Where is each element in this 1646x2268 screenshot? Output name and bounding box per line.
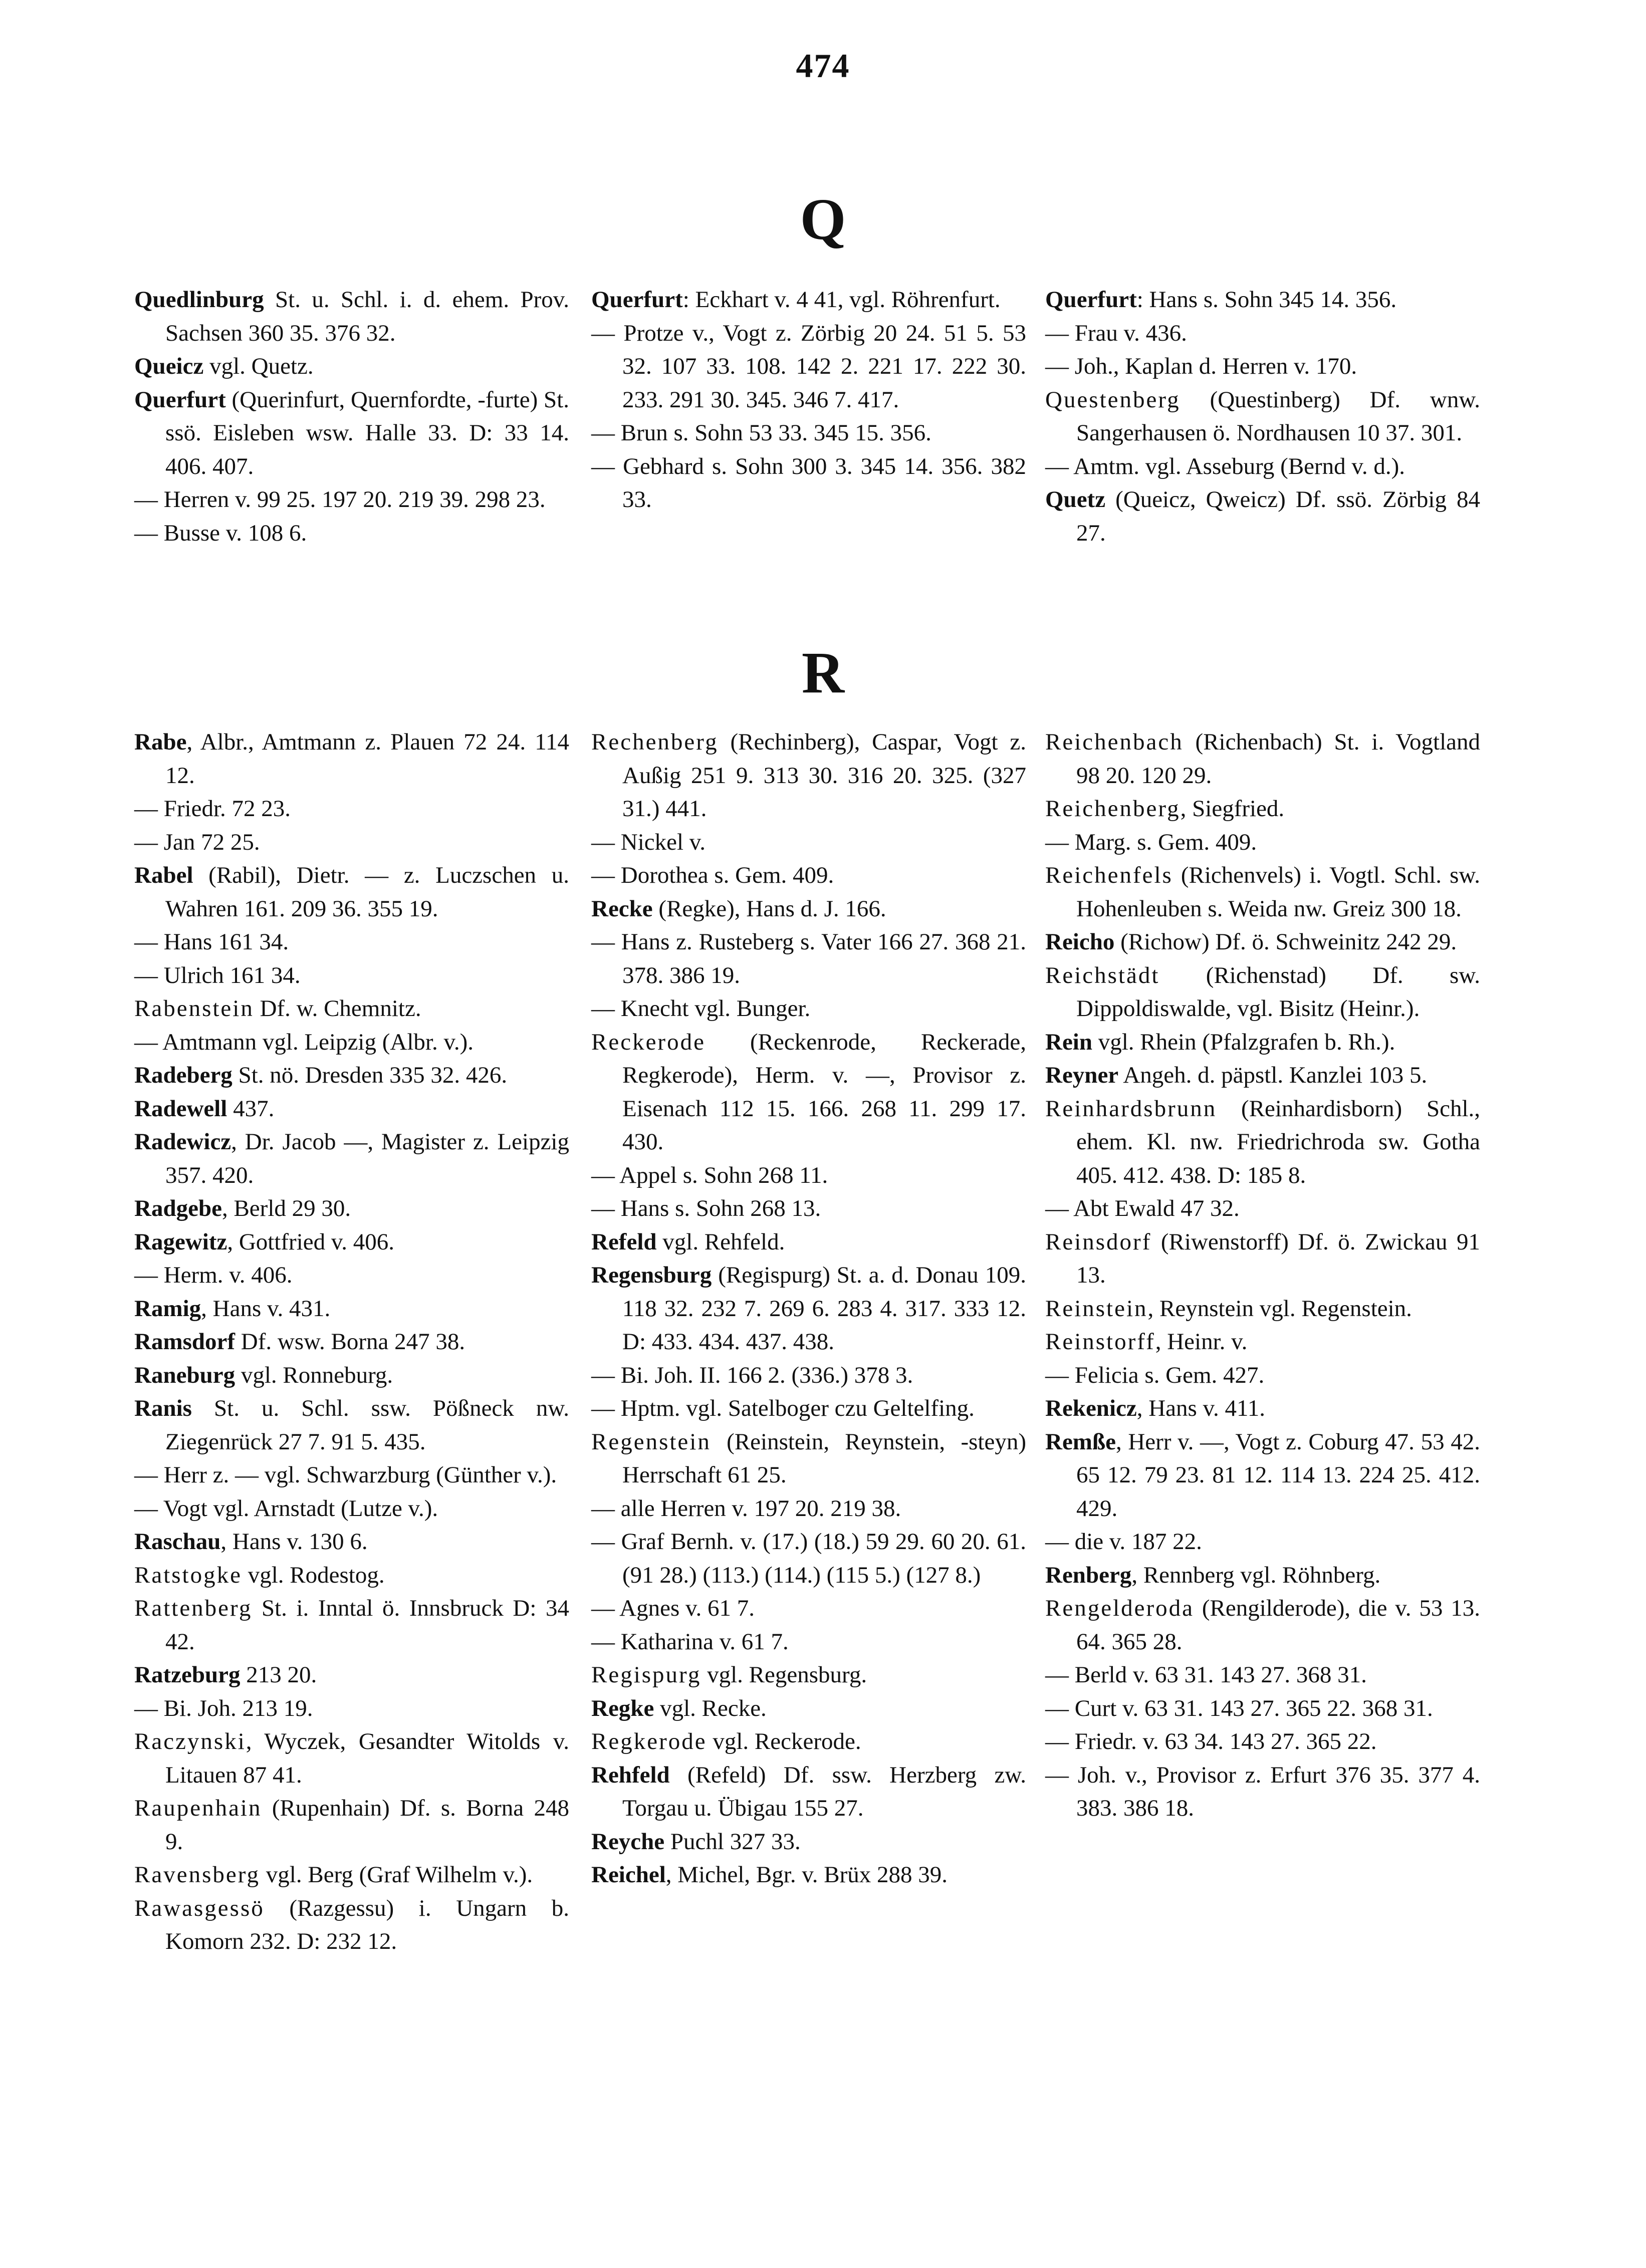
- headword: Querfurt: [591, 287, 683, 313]
- index-entry: — Brun s. Sohn 53 33. 345 15. 356.: [591, 420, 931, 446]
- index-entry: — Hans z. Rusteberg s. Vater 166 27. 368 21. 378. 386 19.: [591, 929, 1026, 988]
- headword: Rekenicz: [1045, 1395, 1137, 1421]
- headword: Reinstorff: [1045, 1329, 1155, 1355]
- index-entry: — die v. 187 22.: [1045, 1529, 1202, 1555]
- headword: Ragewitz: [134, 1228, 227, 1255]
- index-entry: Ramig, Hans v. 431.: [134, 1295, 331, 1322]
- headword: Reinhardsbrunn: [1045, 1095, 1217, 1122]
- index-entry: Reyner Angeh. d. päpstl. Kanzlei 103 5.: [1045, 1062, 1428, 1088]
- headword: Regenstein: [591, 1428, 711, 1455]
- index-entry: Rawasgessö (Razgessu) i. Ungarn b. Komorn 232. D: 232 12.: [134, 1895, 569, 1954]
- headword: Rattenberg: [134, 1595, 253, 1621]
- page-number: 474: [796, 47, 850, 85]
- index-entry: Reichel, Michel, Bgr. v. Brüx 288 39.: [591, 1862, 948, 1888]
- index-entry: — Joh., Kaplan d. Herren v. 170.: [1045, 353, 1357, 379]
- headword: Quetz: [1045, 486, 1106, 513]
- index-entry: — Amtm. vgl. Asseburg (Bernd v. d.).: [1045, 453, 1405, 479]
- index-entry: — Herm. v. 406.: [134, 1262, 293, 1288]
- index-entry: — Protze v., Vogt z. Zörbig 20 24. 51 5. 53 32. 107 33. 108. 142 2. 221 17. 222 30. 233. 291 30. 345. 346 7. 417.: [591, 320, 1026, 413]
- index-entry: Remße, Herr v. —, Vogt z. Coburg 47. 53 42. 65 12. 79 23. 81 12. 114 13. 224 25. 412. 429.: [1045, 1428, 1480, 1522]
- index-entry: Reicho (Richow) Df. ö. Schweinitz 242 29.: [1045, 929, 1457, 955]
- headword: Raupenhain: [134, 1795, 262, 1821]
- headword: Reicho: [1045, 929, 1115, 955]
- index-entry: Rabel (Rabil), Dietr. — z. Luczschen u. Wahren 161. 209 36. 355 19.: [134, 862, 569, 922]
- headword: Rabel: [134, 862, 193, 888]
- index-entry: Ranis St. u. Schl. ssw. Pößneck nw. Ziegenrück 27 7. 91 5. 435.: [134, 1395, 569, 1455]
- index-entry: — Herr z. — vgl. Schwarzburg (Günther v.).: [134, 1462, 557, 1488]
- index-entry: Reinhardsbrunn (Reinhardisborn) Schl., ehem. Kl. nw. Friedrichroda sw. Gotha 405. 412. 438. D: 185 8.: [1045, 1095, 1480, 1188]
- index-entry: — Bi. Joh. 213 19.: [134, 1695, 313, 1721]
- index-entry: — Joh. v., Provisor z. Erfurt 376 35. 377 4. 383. 386 18.: [1045, 1761, 1480, 1821]
- headword: Quedlinburg: [134, 287, 264, 313]
- index-entry: Reckerode (Reckenrode, Reckerade, Regkerode), Herm. v. —, Provisor z. Eisenach 112 15. 166. 268 11. 299 17. 430.: [591, 1029, 1026, 1155]
- headword: Raczynski: [134, 1728, 246, 1754]
- index-entry: Regke vgl. Recke.: [591, 1695, 767, 1721]
- index-entry: — alle Herren v. 197 20. 219 38.: [591, 1495, 901, 1522]
- index-entry: Raschau, Hans v. 130 6.: [134, 1529, 368, 1555]
- headword: Queicz: [134, 353, 204, 379]
- headword: Radewell: [134, 1095, 227, 1122]
- index-entry: — Abt Ewald 47 32.: [1045, 1195, 1240, 1221]
- index-entry: Renberg, Rennberg vgl. Röhnberg.: [1045, 1562, 1381, 1588]
- index-entry: Reyche Puchl 327 33.: [591, 1828, 801, 1855]
- headword: Reichenbach: [1045, 729, 1184, 755]
- index-entry: Regenstein (Reinstein, Reynstein, -steyn) Herrschaft 61 25.: [591, 1428, 1026, 1488]
- headword: Regensburg: [591, 1262, 712, 1288]
- index-entry: Querfurt (Querinfurt, Quernfordte, -furte) St. ssö. Eisleben wsw. Halle 33. D: 33 14. 406. 407.: [134, 386, 569, 479]
- section-heading-r: R: [801, 640, 845, 705]
- index-entry: Reinsdorf (Riwenstorff) Df. ö. Zwickau 91 13.: [1045, 1228, 1480, 1288]
- index-entry: — Ulrich 161 34.: [134, 962, 301, 988]
- index-entry: Quedlinburg St. u. Schl. i. d. ehem. Prov. Sachsen 360 35. 376 32.: [134, 287, 569, 346]
- index-entry: Regkerode vgl. Reckerode.: [591, 1728, 861, 1754]
- headword: Reyner: [1045, 1062, 1119, 1088]
- index-entry: Rabe, Albr., Amtmann z. Plauen 72 24. 114 12.: [134, 729, 569, 789]
- index-entry: — Appel s. Sohn 268 11.: [591, 1162, 828, 1188]
- r-column-3: [1045, 725, 1480, 1825]
- headword: Questenberg: [1045, 386, 1181, 413]
- headword: Ranis: [134, 1395, 192, 1421]
- index-entry: Raneburg vgl. Ronneburg.: [134, 1362, 393, 1388]
- index-entry: Ramsdorf Df. wsw. Borna 247 38.: [134, 1329, 465, 1355]
- headword: Regkerode: [591, 1728, 707, 1754]
- headword: Rechenberg: [591, 729, 719, 755]
- headword: Reinsdorf: [1045, 1228, 1152, 1255]
- index-entry: Reichenbach (Richenbach) St. i. Vogtland 98 20. 120 29.: [1045, 729, 1480, 789]
- index-entry: Querfurt: Hans s. Sohn 345 14. 356.: [1045, 287, 1397, 313]
- index-entry: Reichenberg, Siegfried.: [1045, 796, 1285, 822]
- index-entry: Radewell 437.: [134, 1095, 275, 1122]
- headword: Ramsdorf: [134, 1329, 236, 1355]
- headword: Raschau: [134, 1529, 221, 1555]
- headword: Reichstädt: [1045, 962, 1160, 988]
- index-entry: Ravensberg vgl. Berg (Graf Wilhelm v.).: [134, 1862, 533, 1888]
- headword: Ravensberg: [134, 1862, 261, 1888]
- index-entry: Queicz vgl. Quetz.: [134, 353, 314, 379]
- index-entry: — Berld v. 63 31. 143 27. 368 31.: [1045, 1662, 1367, 1688]
- headword: Reichel: [591, 1862, 666, 1888]
- index-entry: — Hptm. vgl. Satelboger czu Geltelfing.: [591, 1395, 975, 1421]
- index-entry: Ragewitz, Gottfried v. 406.: [134, 1228, 395, 1255]
- headword: Recke: [591, 895, 653, 922]
- headword: Refeld: [591, 1228, 657, 1255]
- index-entry: — Vogt vgl. Arnstadt (Lutze v.).: [134, 1495, 438, 1522]
- index-entry: Rattenberg St. i. Inntal ö. Innsbruck D: 34 42.: [134, 1595, 569, 1655]
- index-entry: — Friedr. 72 23.: [134, 796, 291, 822]
- index-entry: Radeberg St. nö. Dresden 335 32. 426.: [134, 1062, 508, 1088]
- headword: Reinstein: [1045, 1295, 1148, 1322]
- index-entry: — Busse v. 108 6.: [134, 520, 307, 546]
- index-entry: — Amtmann vgl. Leipzig (Albr. v.).: [134, 1029, 474, 1055]
- q-column-1: [134, 283, 569, 550]
- headword: Rabenstein: [134, 995, 254, 1022]
- index-entry: — Agnes v. 61 7.: [591, 1595, 755, 1621]
- headword: Reckerode: [591, 1029, 706, 1055]
- index-entry: — Marg. s. Gem. 409.: [1045, 829, 1257, 855]
- index-entry: Reinstorff, Heinr. v.: [1045, 1329, 1248, 1355]
- index-entry: — Frau v. 436.: [1045, 320, 1187, 346]
- index-entry: — Herren v. 99 25. 197 20. 219 39. 298 23.: [134, 486, 546, 513]
- index-entry: — Graf Bernh. v. (17.) (18.) 59 29. 60 20. 61. (91 28.) (113.) (114.) (115 5.) (127 8.): [591, 1529, 1026, 1588]
- index-entry: Raczynski, Wyczek, Gesandter Witolds v. Litauen 87 41.: [134, 1728, 569, 1788]
- index-entry: Refeld vgl. Rehfeld.: [591, 1228, 785, 1255]
- index-entry: — Curt v. 63 31. 143 27. 365 22. 368 31.: [1045, 1695, 1433, 1721]
- headword: Reichenberg: [1045, 796, 1181, 822]
- index-entry: Regispurg vgl. Regensburg.: [591, 1662, 867, 1688]
- headword: Reichenfels: [1045, 862, 1173, 888]
- index-entry: Rehfeld (Refeld) Df. ssw. Herzberg zw. Torgau u. Übigau 155 27.: [591, 1761, 1026, 1821]
- headword: Raneburg: [134, 1362, 236, 1388]
- headword: Rabe: [134, 729, 187, 755]
- index-entry: — Hans s. Sohn 268 13.: [591, 1195, 821, 1221]
- index-entry: — Gebhard s. Sohn 300 3. 345 14. 356. 382 33.: [591, 453, 1026, 513]
- section-heading-q: Q: [800, 186, 846, 252]
- r-column-2: [591, 725, 1026, 1892]
- index-entry: — Knecht vgl. Bunger.: [591, 995, 811, 1022]
- index-entry: — Dorothea s. Gem. 409.: [591, 862, 834, 888]
- q-column-2: [591, 283, 1026, 517]
- index-entry: — Katharina v. 61 7.: [591, 1628, 789, 1655]
- index-entry: Reinstein, Reynstein vgl. Regenstein.: [1045, 1295, 1412, 1322]
- r-column-1: [134, 725, 569, 1958]
- headword: Rein: [1045, 1029, 1092, 1055]
- index-entry: — Hans 161 34.: [134, 929, 289, 955]
- index-entry: Recke (Regke), Hans d. J. 166.: [591, 895, 886, 922]
- index-entry: — Friedr. v. 63 34. 143 27. 365 22.: [1045, 1728, 1377, 1754]
- index-entry: Reichenfels (Richenvels) i. Vogtl. Schl. sw. Hohenleuben s. Weida nw. Greiz 300 18.: [1045, 862, 1480, 922]
- headword: Regke: [591, 1695, 654, 1721]
- index-entry: Reichstädt (Richenstad) Df. sw. Dippoldiswalde, vgl. Bisitz (Heinr.).: [1045, 962, 1480, 1022]
- index-entry: — Bi. Joh. II. 166 2. (336.) 378 3.: [591, 1362, 913, 1388]
- index-entry: — Nickel v.: [591, 829, 706, 855]
- headword: Radewicz: [134, 1129, 231, 1155]
- headword: Rehfeld: [591, 1761, 670, 1788]
- index-entry: Rein vgl. Rhein (Pfalzgrafen b. Rh.).: [1045, 1029, 1395, 1055]
- headword: Ramig: [134, 1295, 201, 1322]
- index-entry: Quetz (Queicz, Qweicz) Df. ssö. Zörbig 84 27.: [1045, 486, 1480, 546]
- headword: Querfurt: [134, 386, 226, 413]
- headword: Radeberg: [134, 1062, 232, 1088]
- headword: Querfurt: [1045, 287, 1137, 313]
- headword: Ratzeburg: [134, 1662, 241, 1688]
- index-entry: Radewicz, Dr. Jacob —, Magister z. Leipzig 357. 420.: [134, 1129, 569, 1188]
- headword: Remße: [1045, 1428, 1116, 1455]
- index-entry: Questenberg (Questinberg) Df. wnw. Sangerhausen ö. Nordhausen 10 37. 301.: [1045, 386, 1480, 446]
- index-entry: — Felicia s. Gem. 427.: [1045, 1362, 1265, 1388]
- headword: Regispurg: [591, 1662, 701, 1688]
- index-entry: Ratzeburg 213 20.: [134, 1662, 317, 1688]
- index-entry: Rekenicz, Hans v. 411.: [1045, 1395, 1266, 1421]
- q-column-3: [1045, 283, 1480, 550]
- headword: Rengelderoda: [1045, 1595, 1195, 1621]
- headword: Radgebe: [134, 1195, 222, 1221]
- index-entry: Rengelderoda (Rengilderode), die v. 53 13. 64. 365 28.: [1045, 1595, 1480, 1655]
- index-entry: Radgebe, Berld 29 30.: [134, 1195, 351, 1221]
- headword: Ratstogke: [134, 1562, 242, 1588]
- index-entry: Regensburg (Regispurg) St. a. d. Donau 109. 118 32. 232 7. 269 6. 283 4. 317. 333 12. D: 433. 434. 437. 438.: [591, 1262, 1026, 1355]
- headword: Rawasgessö: [134, 1895, 265, 1921]
- index-entry: — Jan 72 25.: [134, 829, 260, 855]
- index-entry: Ratstogke vgl. Rodestog.: [134, 1562, 385, 1588]
- headword: Reyche: [591, 1828, 665, 1855]
- index-entry: Rabenstein Df. w. Chemnitz.: [134, 995, 421, 1022]
- index-entry: Rechenberg (Rechinberg), Caspar, Vogt z. Außig 251 9. 313 30. 316 20. 325. (327 31.) 441.: [591, 729, 1026, 822]
- headword: Renberg: [1045, 1562, 1132, 1588]
- index-entry: Raupenhain (Rupenhain) Df. s. Borna 248 9.: [134, 1795, 569, 1855]
- index-entry: Querfurt: Eckhart v. 4 41, vgl. Röhrenfurt.: [591, 287, 1001, 313]
